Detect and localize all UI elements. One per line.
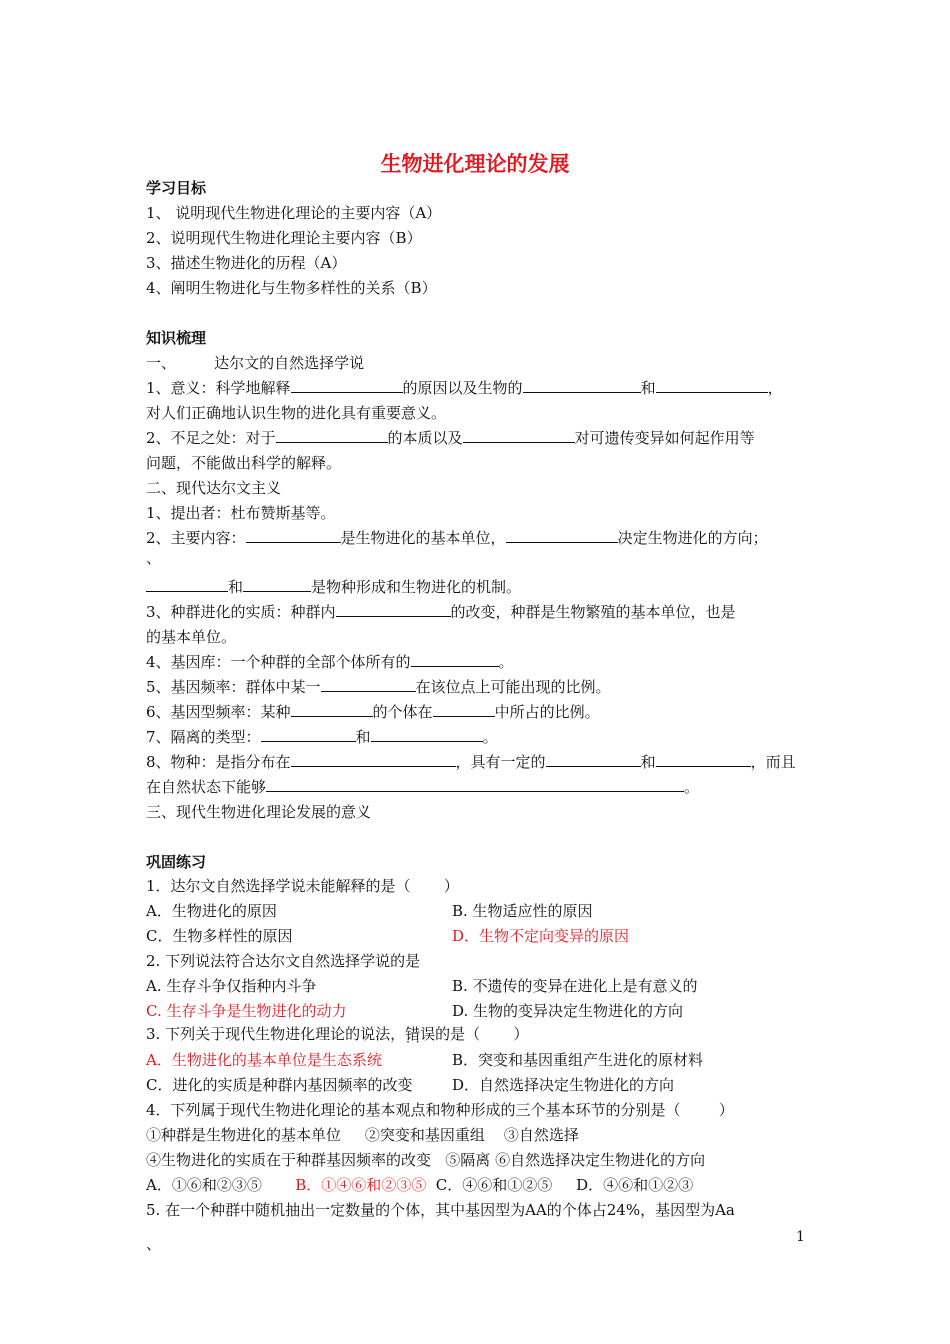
section-modern-darwinism: 二、现代达尔文主义: [146, 479, 282, 497]
knowledge-heading: 知识梳理: [146, 329, 207, 347]
fill-blank[interactable]: [656, 378, 768, 393]
q4-statements-1: ①种群是生物进化的基本单位 ②突变和基因重组 ③自然选择: [146, 1126, 579, 1144]
q4-option-b-answer: B．①④⑥和②③⑤: [295, 1176, 427, 1194]
item-significance: 1、意义：科学地解释 的原因以及生物的 和 ，: [146, 379, 783, 397]
fill-blank[interactable]: [546, 752, 641, 767]
section-darwin: 一、 达尔文的自然选择学说: [146, 354, 365, 372]
fill-blank[interactable]: [506, 528, 618, 543]
item-gene-pool: 4、基因库：一个种群的全部个体所有的 。: [146, 653, 514, 671]
item-genotype-frequency: 6、基因型频率：某种 的个体在 中所占的比例。: [146, 703, 600, 721]
goal-item: 4、阐明生物进化与生物多样性的关系（B）: [146, 279, 437, 297]
fill-blank[interactable]: [336, 602, 451, 617]
question-2: 2. 下列说法符合达尔文自然选择学说的是: [146, 952, 421, 970]
goal-item: 3、描述生物进化的历程（A）: [146, 254, 347, 272]
q1-option-d-answer: D．生物不定向变异的原因: [452, 927, 630, 945]
q1-option-a: A．生物进化的原因: [146, 902, 277, 920]
goals-heading: 学习目标: [146, 179, 207, 197]
item-limitation-cont: 问题，不能做出科学的解释。: [146, 454, 342, 472]
question-4: 4．下列属于现代生物进化理论的基本观点和物种形成的三个基本环节的分别是（ ）: [146, 1101, 734, 1119]
item-limitation: 2、不足之处：对于 的本质以及 对可遗传变异如何起作用等: [146, 429, 755, 447]
item-species: 8、物种：是指分布在 ，具有一定的 和 ，而且: [146, 753, 796, 771]
q4-statements-2: ④生物进化的实质在于种群基因频率的改变 ⑤隔离 ⑥自然选择决定生物进化的方向: [146, 1151, 706, 1169]
q1-option-b: B. 生物适应性的原因: [452, 902, 593, 920]
fill-blank[interactable]: [433, 702, 495, 717]
q3-option-c: C．进化的实质是种群内基因频率的改变: [146, 1076, 413, 1094]
question-3: 3. 下列关于现代生物进化理论的说法，错误 · ·的是（ ）: [146, 1024, 529, 1044]
q4-options: A．①⑥和②③⑤ B．①④⑥和②③⑤ C．④⑥和①②⑤ D．④⑥和①②③: [146, 1176, 694, 1194]
goal-item: 1、 说明现代生物进化理论的主要内容（A）: [146, 204, 442, 222]
fill-blank[interactable]: [276, 428, 388, 443]
question-1: 1．达尔文自然选择学说未能解释的是（ ）: [146, 877, 459, 895]
q1-option-c: C．生物多样性的原因: [146, 927, 293, 945]
emphasis-text: 错误 · ·: [405, 1025, 435, 1043]
fill-blank[interactable]: [523, 378, 641, 393]
fill-blank[interactable]: [246, 528, 341, 543]
item-evolution-essence: 3、种群进化的实质：种群内 的改变，种群是生物繁殖的基本单位，也是: [146, 603, 736, 621]
item-species-cont: 在自然状态下能够 。: [146, 778, 700, 796]
goal-item: 2、说明现代生物进化理论主要内容（B）: [146, 229, 422, 247]
fill-blank[interactable]: [261, 727, 356, 742]
section-significance: 三、现代生物进化理论发展的意义: [146, 803, 372, 821]
item-proposer: 1、提出者：杜布赞斯基等。: [146, 504, 336, 522]
practice-heading: 巩固练习: [146, 853, 207, 871]
footer-mark: 、: [146, 1235, 162, 1253]
fill-blank[interactable]: [291, 702, 373, 717]
fill-blank[interactable]: [411, 652, 499, 667]
page-number: 1: [796, 1229, 805, 1245]
item-significance-cont: 对人们正确地认识生物的进化具有重要意义。: [146, 404, 447, 422]
fill-blank[interactable]: [243, 577, 311, 592]
q3-option-d: D．自然选择决定生物进化的方向: [452, 1076, 675, 1094]
fill-blank[interactable]: [291, 752, 456, 767]
fill-blank[interactable]: [146, 577, 228, 592]
fill-blank[interactable]: [291, 378, 403, 393]
item-main-content: 2、主要内容： 是生物进化的基本单位， 决定生物进化的方向；: [146, 529, 768, 547]
fill-blank[interactable]: [321, 677, 416, 692]
item-main-content-mark: 、: [146, 549, 162, 567]
fill-blank[interactable]: [266, 777, 684, 792]
q3-option-b: B．突变和基因重组产生进化的原材料: [452, 1051, 704, 1069]
item-gene-frequency: 5、基因频率：群体中某一 在该位点上可能出现的比例。: [146, 678, 611, 696]
q2-option-d: D. 生物的变异决定生物进化的方向: [452, 1002, 684, 1020]
fill-blank[interactable]: [463, 428, 575, 443]
page-title: 生物进化理论的发展: [380, 152, 570, 176]
fill-blank[interactable]: [371, 727, 483, 742]
q3-option-a-answer: A．生物进化的基本单位是生态系统: [146, 1051, 382, 1069]
q2-option-a: A. 生存斗争仅指种内斗争: [146, 977, 317, 995]
q2-option-c-answer: C. 生存斗争是生物进化的动力: [146, 1002, 347, 1020]
q2-option-b: B. 不遗传的变异在进化上是有意义的: [452, 977, 698, 995]
item-evolution-essence-cont: 的基本单位。: [146, 628, 237, 646]
item-isolation-types: 7、隔离的类型： 和 。: [146, 728, 498, 746]
question-5: 5. 在一个种群中随机抽出一定数量的个体，其中基因型为AA的个体占24%，基因型为Aa: [146, 1201, 735, 1219]
item-main-content-cont: 和 是物种形成和生物进化的机制。: [146, 577, 521, 597]
fill-blank[interactable]: [656, 752, 751, 767]
